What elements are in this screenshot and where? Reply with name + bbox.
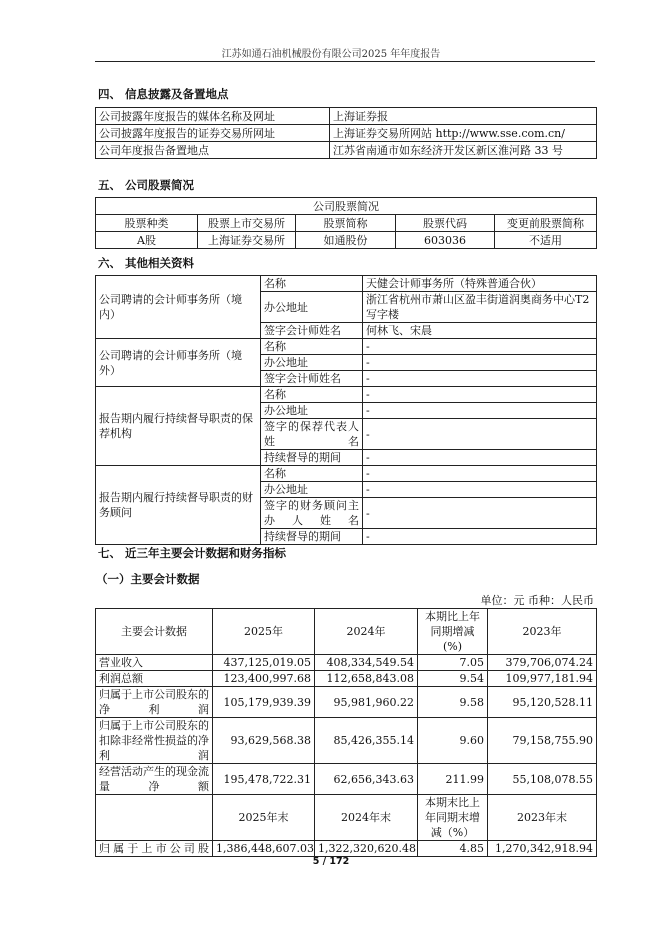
row-label: 营业收入	[96, 655, 213, 671]
table-cell: 105,179,939.39	[213, 687, 315, 718]
table-cell: 95,981,960.22	[315, 687, 418, 718]
table-row	[96, 125, 597, 142]
table-row	[96, 276, 597, 292]
table-cell: 95,120,528.11	[488, 687, 597, 718]
field-label: 名称	[261, 466, 363, 482]
group-label: 报告期内履行持续督导职责的财务顾问	[96, 466, 261, 545]
header-divider	[95, 61, 595, 62]
column-header: 2023年	[488, 609, 597, 655]
page-number: 5 / 172	[312, 856, 350, 867]
section-7-title: 七、 近三年主要会计数据和财务指标	[98, 546, 287, 560]
table-cell: 379,706,074.24	[488, 655, 597, 671]
row-label: 利润总额	[96, 671, 213, 687]
table-row	[96, 232, 597, 249]
table-cell: 上海证券交易所	[198, 232, 296, 249]
table-cell: 如通股份	[296, 232, 396, 249]
table-cell: 112,658,843.08	[315, 671, 418, 687]
field-label: 签字会计师姓名	[261, 371, 363, 387]
table-row	[96, 687, 597, 718]
table-cell: 1,270,342,918.94	[488, 841, 597, 857]
table-cell: 123,400,997.68	[213, 671, 315, 687]
table-caption: 公司股票简况	[96, 198, 597, 215]
field-value: -	[363, 450, 597, 466]
group-label: 公司聘请的会计师事务所（境内）	[96, 276, 261, 339]
column-header	[96, 795, 213, 841]
table-cell: 62,656,343.63	[315, 764, 418, 795]
table-cell: 93,629,568.38	[213, 718, 315, 764]
row-label: 公司年度报告备置地点	[96, 142, 330, 159]
row-value: 江苏省南通市如东经济开发区新区淮河路 33 号	[330, 142, 597, 159]
column-header: 2024年末	[315, 795, 418, 841]
column-header: 2025年	[213, 609, 315, 655]
column-header: 2024年	[315, 609, 418, 655]
row-value: 上海证券交易所网站 http://www.sse.com.cn/	[330, 125, 597, 142]
field-value: -	[363, 419, 597, 450]
table-cell: 603036	[396, 232, 495, 249]
table-row	[96, 198, 597, 215]
field-value: -	[363, 355, 597, 371]
row-label: 经营活动产生的现金流量净额	[96, 764, 213, 795]
field-value: -	[363, 339, 597, 355]
column-header: 股票简称	[296, 215, 396, 232]
field-label: 签字的保荐代表人姓名	[261, 419, 363, 450]
field-value: -	[363, 529, 597, 545]
disclosure-table	[95, 107, 597, 159]
field-value: -	[363, 498, 597, 529]
table-cell: 437,125,019.05	[213, 655, 315, 671]
table-row	[96, 142, 597, 159]
field-value: -	[363, 387, 597, 403]
table-cell: 408,334,549.54	[315, 655, 418, 671]
column-header: 变更前股票简称	[495, 215, 597, 232]
group-label: 公司聘请的会计师事务所（境外）	[96, 339, 261, 387]
column-header: 股票种类	[96, 215, 198, 232]
row-label: 公司披露年度报告的媒体名称及网址	[96, 108, 330, 125]
table-row	[96, 387, 597, 403]
column-header: 2023年末	[488, 795, 597, 841]
section-6-title: 六、 其他相关资料	[98, 256, 195, 270]
field-value: -	[363, 482, 597, 498]
table-cell: 1,386,448,607.03	[213, 841, 315, 857]
field-label: 名称	[261, 276, 363, 292]
field-label: 名称	[261, 339, 363, 355]
table-row	[96, 718, 597, 764]
field-label: 持续督导的期间	[261, 450, 363, 466]
table-row	[96, 841, 597, 857]
column-header: 股票上市交易所	[198, 215, 296, 232]
table-row	[96, 339, 597, 355]
section-7-subtitle: （一）主要会计数据	[96, 572, 200, 586]
table-cell: 109,977,181.94	[488, 671, 597, 687]
table-cell: A股	[96, 232, 198, 249]
column-header: 本期比上年同期增减(%)	[418, 609, 488, 655]
table-row	[96, 466, 597, 482]
table-cell: 不适用	[495, 232, 597, 249]
field-value: -	[363, 371, 597, 387]
table-cell: 9.54	[418, 671, 488, 687]
table-cell: 9.60	[418, 718, 488, 764]
table-cell: 85,426,355.14	[315, 718, 418, 764]
table-row	[96, 795, 597, 841]
column-header: 股票代码	[396, 215, 495, 232]
field-label: 持续督导的期间	[261, 529, 363, 545]
field-label: 办公地址	[261, 355, 363, 371]
table-cell: 195,478,722.31	[213, 764, 315, 795]
running-header: 江苏如通石油机械股份有限公司2025 年年度报告	[221, 49, 441, 60]
table-cell: 55,108,078.55	[488, 764, 597, 795]
stock-table	[95, 197, 597, 249]
column-header: 主要会计数据	[96, 609, 213, 655]
row-label: 归属于上市公司股东的净利润	[96, 687, 213, 718]
table-row	[96, 215, 597, 232]
field-value: 浙江省杭州市萧山区盈丰街道润奥商务中心T2 写字楼	[363, 292, 597, 323]
other-info-table	[95, 275, 597, 545]
table-cell: 211.99	[418, 764, 488, 795]
column-header: 2025年末	[213, 795, 315, 841]
field-value: -	[363, 403, 597, 419]
table-cell: 1,322,320,620.48	[315, 841, 418, 857]
field-label: 办公地址	[261, 403, 363, 419]
table-row	[96, 764, 597, 795]
row-value: 上海证券报	[330, 108, 597, 125]
field-label: 签字的财务顾问主办人姓名	[261, 498, 363, 529]
field-value: 天健会计师事务所（特殊普通合伙）	[363, 276, 597, 292]
table-row	[96, 655, 597, 671]
row-label: 归属于上市公司股东的扣除非经常性损益的净利润	[96, 718, 213, 764]
row-label: 归属于上市公司股	[96, 841, 213, 857]
table-row	[96, 108, 597, 125]
group-label: 报告期内履行持续督导职责的保荐机构	[96, 387, 261, 466]
table-row	[96, 671, 597, 687]
column-header: 本期末比上年同期末增减（%）	[418, 795, 488, 841]
table-cell: 4.85	[418, 841, 488, 857]
section-5-title: 五、 公司股票简况	[98, 178, 195, 192]
table-row	[96, 609, 597, 655]
field-label: 签字会计师姓名	[261, 323, 363, 339]
field-label: 办公地址	[261, 292, 363, 323]
table-cell: 9.58	[418, 687, 488, 718]
accounting-data-table	[95, 608, 597, 857]
field-label: 办公地址	[261, 482, 363, 498]
field-label: 名称	[261, 387, 363, 403]
table-cell: 79,158,755.90	[488, 718, 597, 764]
table-cell: 7.05	[418, 655, 488, 671]
row-label: 公司披露年度报告的证券交易所网址	[96, 125, 330, 142]
field-value: -	[363, 466, 597, 482]
unit-note: 单位：元 币种：人民币	[480, 594, 594, 607]
field-value: 何林飞、宋晨	[363, 323, 597, 339]
section-4-title: 四、 信息披露及备置地点	[98, 87, 229, 101]
